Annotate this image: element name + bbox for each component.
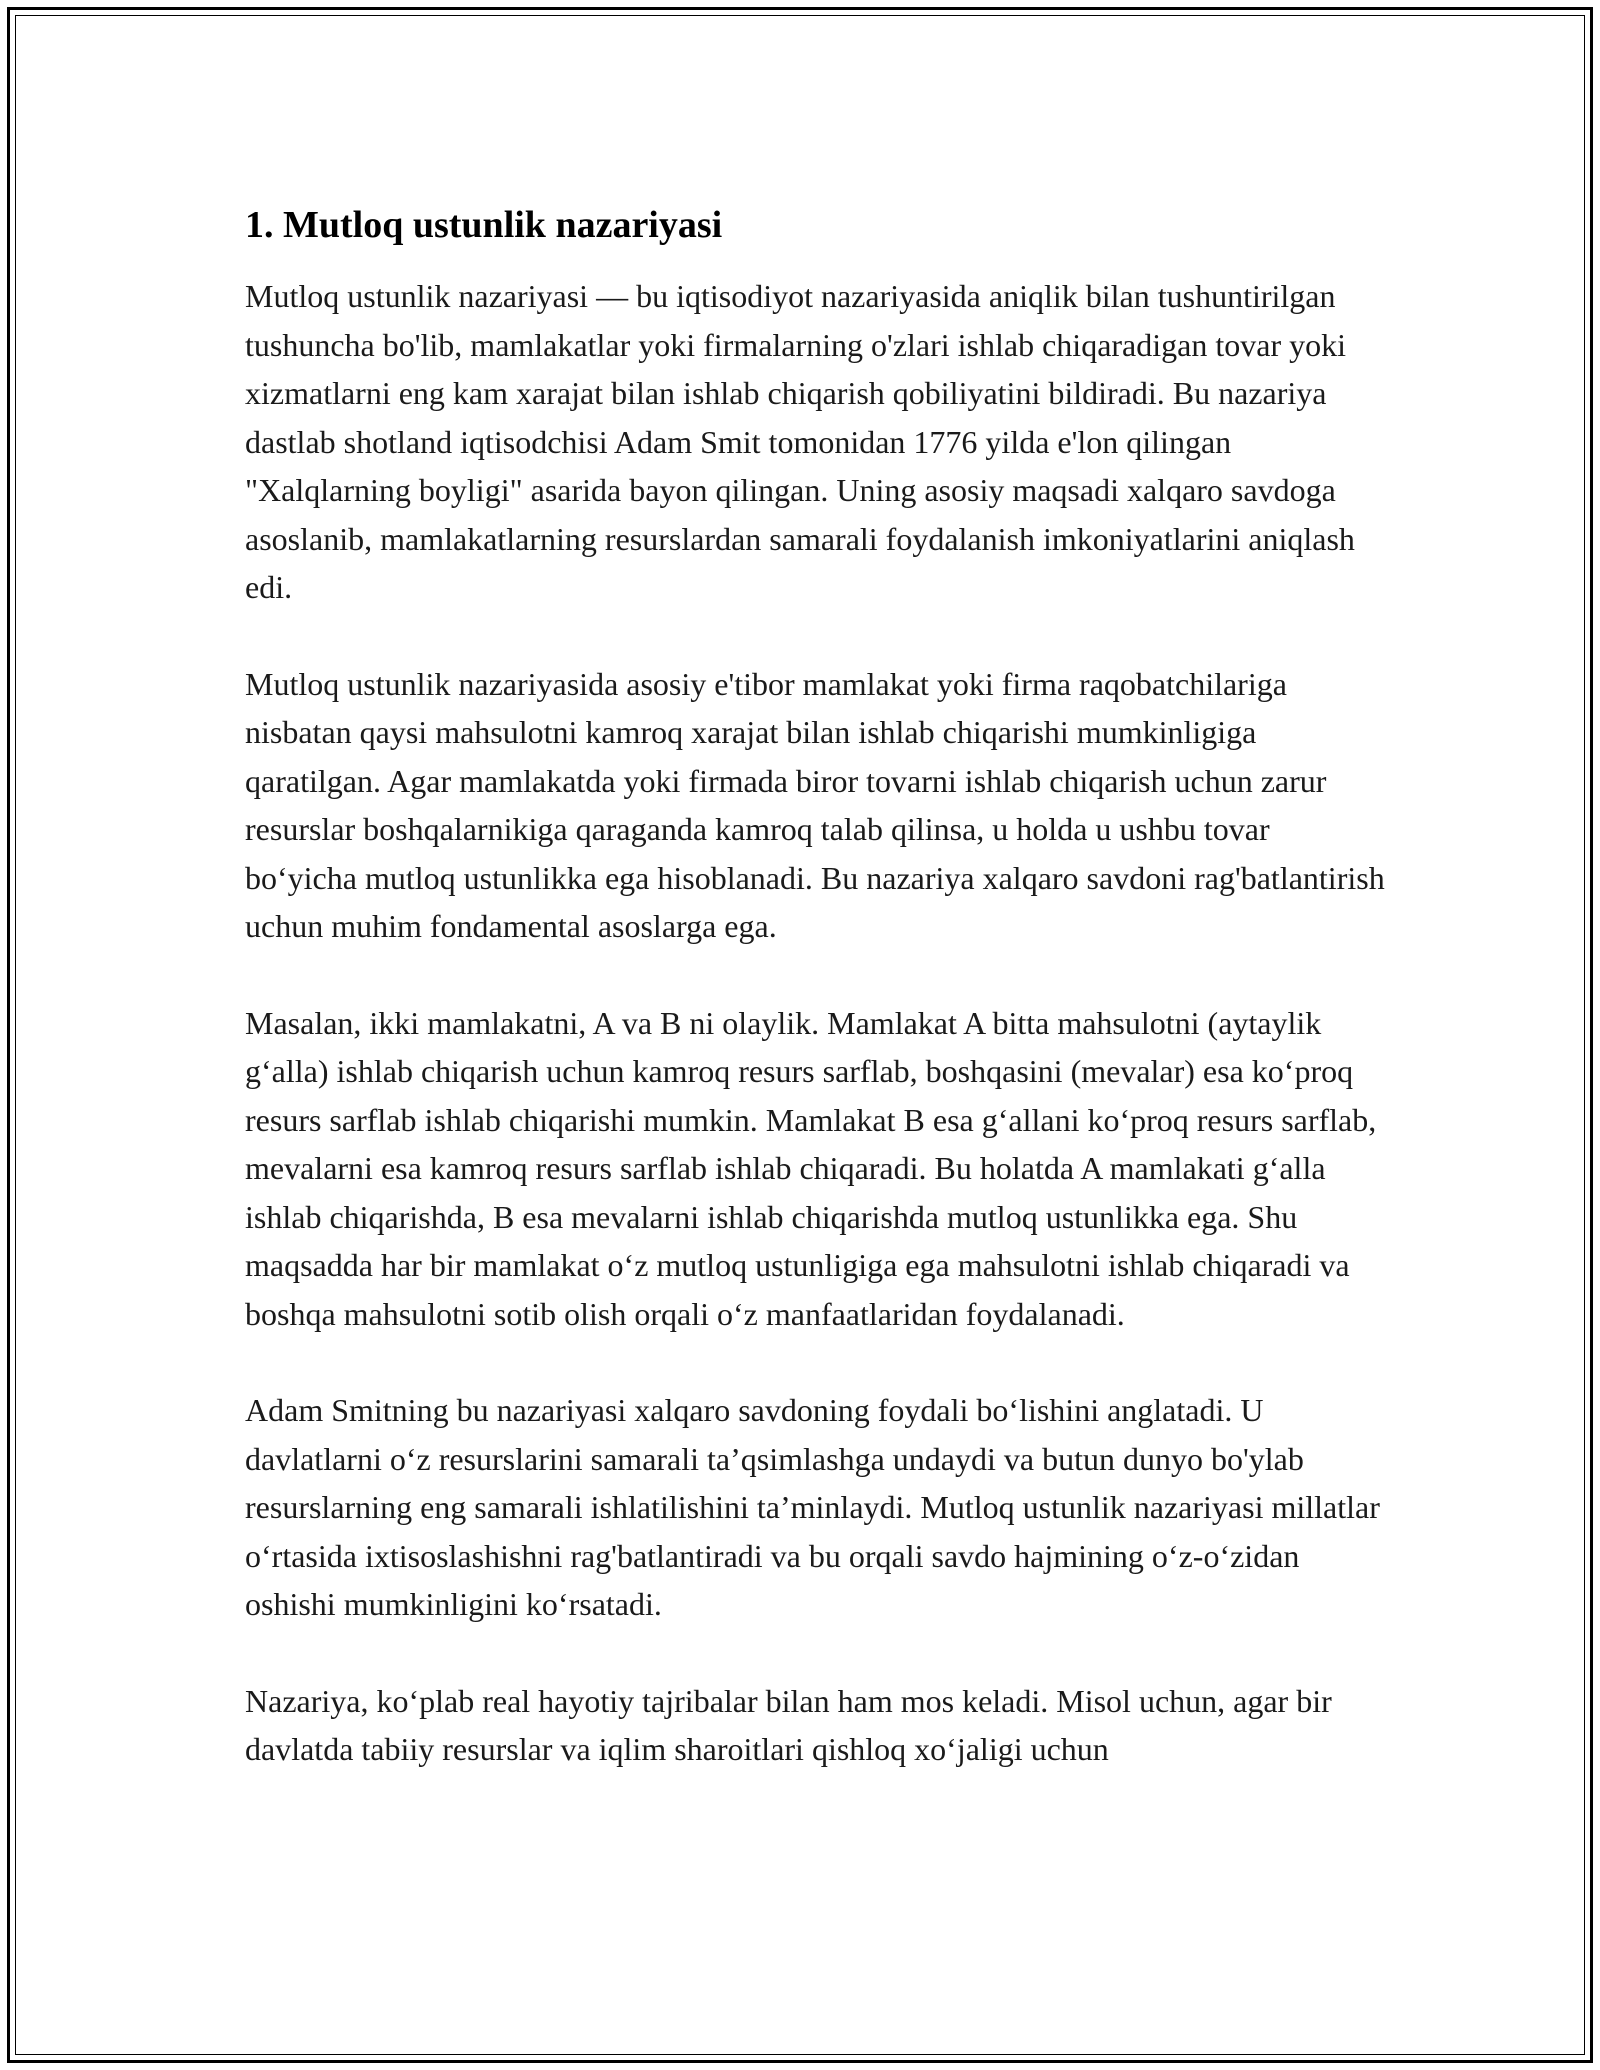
paragraph-4: Adam Smitning bu nazariyasi xalqaro savdoning foydali bo‘lishini anglatadi. U davlatlarni o‘z resurslarini samarali ta’qsimlashga undaydi va butun dunyo bo'ylab resurslarning eng samarali ishlatilishini ta’minlaydi. Mutloq ustunlik nazariyasi millatlar o‘rtasida ixtisoslashishni rag'batlantiradi va bu orqali savdo hajmining o‘z-o‘zidan oshishi mumkinligini ko‘rsatadi. (245, 1392, 1380, 1622)
paragraph-5: Nazariya, ko‘plab real hayotiy tajribalar bilan ham mos keladi. Misol uchun, agar bir davlatda tabiiy resurslar va iqlim sharoitlari qishloq xo‘jaligi uchun (245, 1682, 1332, 1767)
paragraph-2: Mutloq ustunlik nazariyasida asosiy e'tibor mamlakat yoki firma raqobatchilariga nisbatan qaysi mahsulotni kamroq xarajat bilan ishlab chiqarishi mumkinligiga qaratilgan. Agar mamlakatda yoki firmada biror tovarni ishlab chiqarish uchun zarur resurslar boshqalarnikiga qaraganda kamroq talab qilinsa, u holda u ushbu tovar bo‘yicha mutloq ustunlikka ega hisoblanadi. Bu nazariya xalqaro savdoni rag'batlantirish uchun muhim fondamental asoslarga ega. (245, 665, 1385, 944)
document-content (245, 200, 1385, 1822)
page-frame (7, 7, 1593, 2063)
paragraph-1: Mutloq ustunlik nazariyasi — bu iqtisodiyot nazariyasida aniqlik bilan tushuntirilgan tushuncha bo'lib, mamlakatlar yoki firmalarning o'zlari ishlab chiqaradigan tovar yoki xizmatlarni eng kam xarajat bilan ishlab chiqarish qobiliyatini bildiradi. Bu nazariya dastlab shotland iqtisodchisi Adam Smit tomonidan 1776 yilda e'lon qilingan "Xalqlarning boyligi" asarida bayon qilingan. Uning asosiy maqsadi xalqaro savdoga asoslanib, mamlakatlarning resurslardan samarali foydalanish imkoniyatlarini aniqlash edi. (245, 278, 1355, 605)
section-title: 1. Mutloq ustunlik nazariyasi (245, 204, 723, 246)
paragraph-3: Masalan, ikki mamlakatni, A va B ni olaylik. Mamlakat A bitta mahsulotni (aytaylik g‘alla) ishlab chiqarish uchun kamroq resurs sarflab, boshqasini (mevalar) esa ko‘proq resurs sarflab ishlab chiqarishi mumkin. Mamlakat B esa g‘allani ko‘proq resurs sarflab, mevalarni esa kamroq resurs sarflab ishlab chiqaradi. Bu holatda A mamlakati g‘alla ishlab chiqarishda, B esa mevalarni ishlab chiqarishda mutloq ustunlikka ega. Shu maqsadda har bir mamlakat o‘z mutloq ustunligiga ega mahsulotni ishlab chiqaradi va boshqa mahsulotni sotib olish orqali o‘z manfaatlaridan foydalanadi. (245, 1004, 1377, 1332)
